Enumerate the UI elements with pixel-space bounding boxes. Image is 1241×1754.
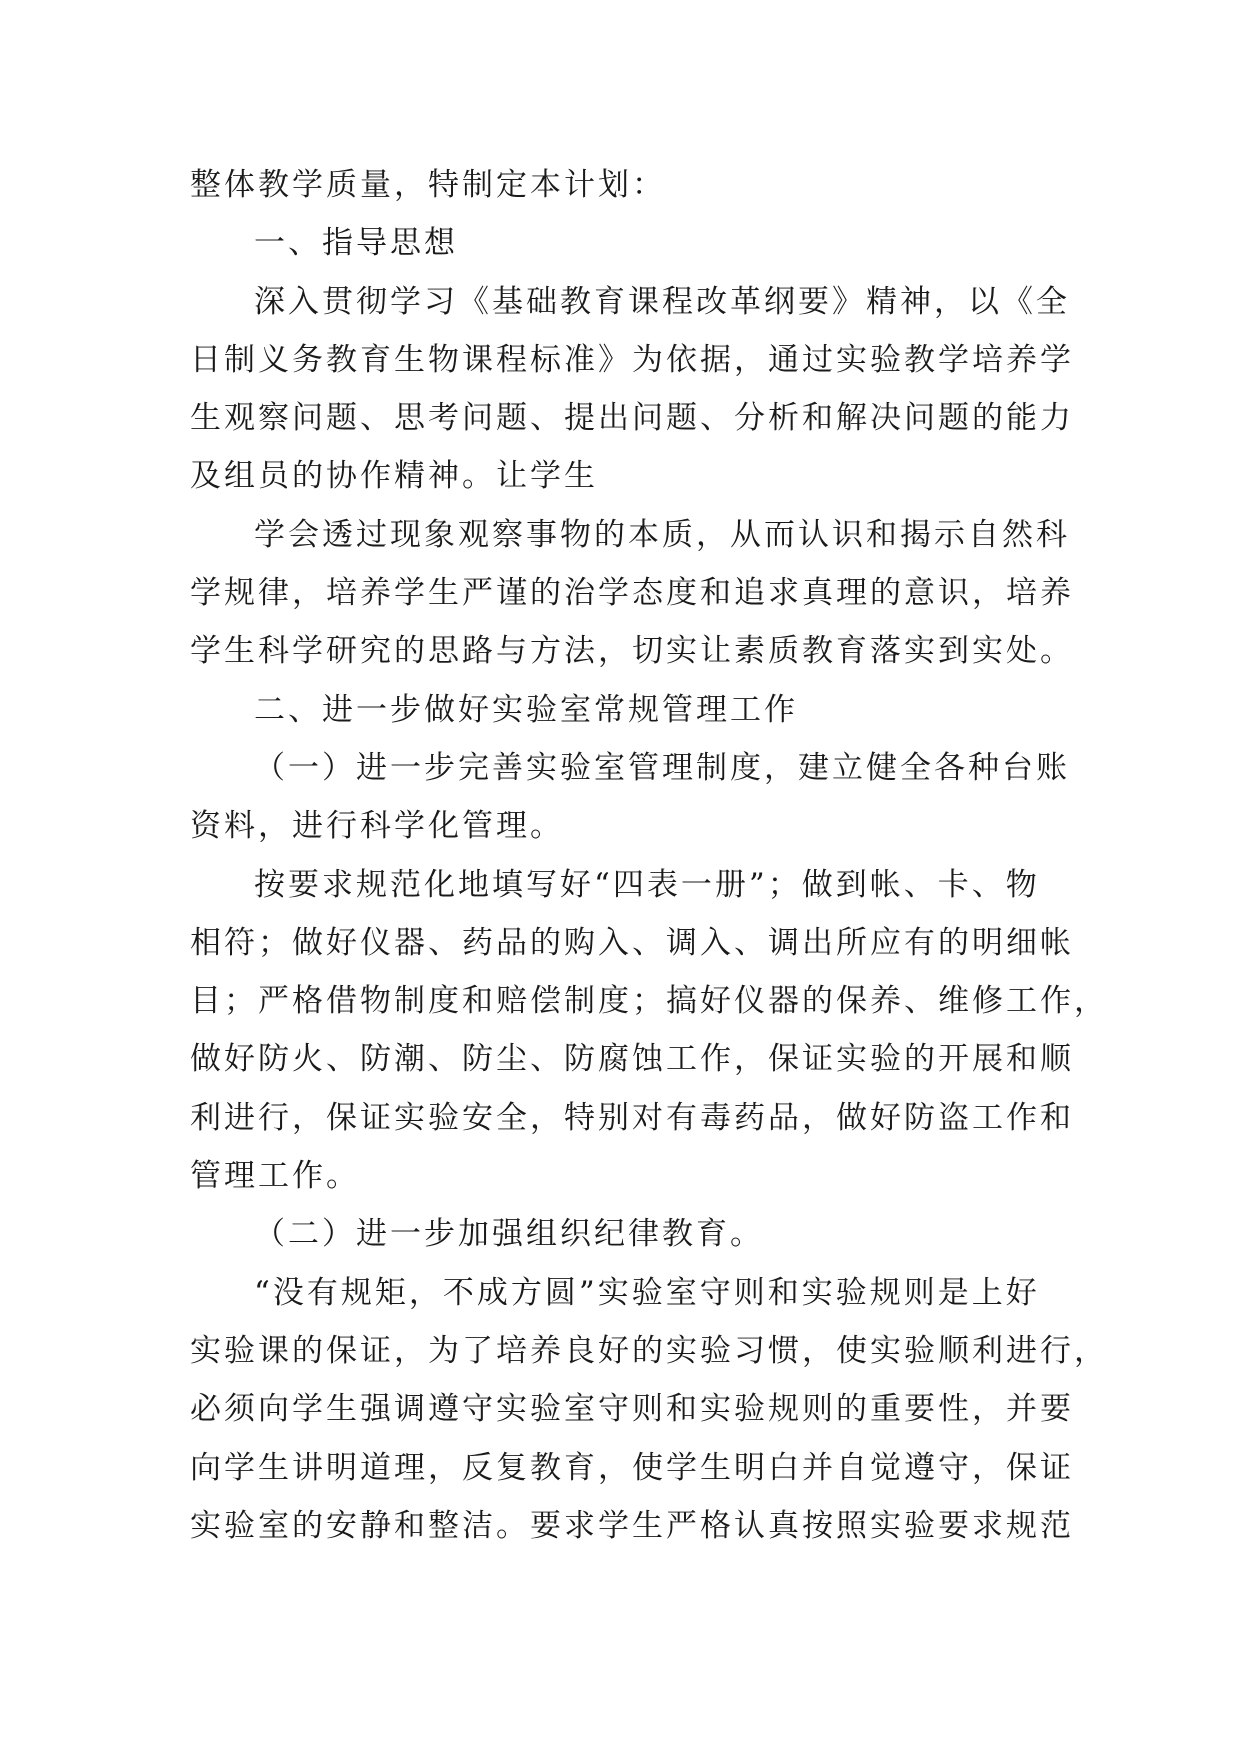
text-line: 整体教学质量，特制定本计划： xyxy=(190,167,666,203)
text-line: 学生科学研究的思路与方法，切实让素质教育落实到实处。 xyxy=(190,633,1074,670)
text-line: （一）进一步完善实验室管理制度，建立健全各种台账 xyxy=(254,749,1070,786)
text-line: 及组员的协作精神。让学生 xyxy=(190,458,598,495)
text-line: 二、进一步做好实验室常规管理工作 xyxy=(254,691,798,728)
text-line: 学会透过现象观察事物的本质，从而认识和揭示自然科 xyxy=(254,516,1070,553)
text-line: 按要求规范化地填写好“四表一册”；做到帐、卡、物 xyxy=(254,866,1040,903)
text-line: 深入贯彻学习《基础教育课程改革纲要》精神，以《全 xyxy=(254,283,1070,320)
text-line: 生观察问题、思考问题、提出问题、分析和解决问题的能力 xyxy=(190,400,1074,437)
text-line: 实验室的安静和整洁。要求学生严格认真按照实验要求规范 xyxy=(190,1507,1074,1544)
text-line: 学规律，培养学生严谨的治学态度和追求真理的意识，培养 xyxy=(190,575,1074,612)
text-line: 日制义务教育生物课程标准》为依据，通过实验教学培养学 xyxy=(190,341,1074,378)
text-line: 目；严格借物制度和赔偿制度；搞好仪器的保养、维修工作， xyxy=(190,983,1108,1020)
text-line: 资料，进行科学化管理。 xyxy=(190,808,564,845)
text-line: 做好防火、防潮、防尘、防腐蚀工作，保证实验的开展和顺 xyxy=(190,1041,1074,1078)
text-line: 一、指导思想 xyxy=(254,225,458,262)
text-line: “没有规矩，不成方圆”实验室守则和实验规则是上好 xyxy=(254,1274,1040,1311)
text-line: （二）进一步加强组织纪律教育。 xyxy=(254,1216,764,1253)
text-line: 实验课的保证，为了培养良好的实验习惯，使实验顺利进行， xyxy=(190,1332,1108,1369)
text-line: 利进行，保证实验安全，特别对有毒药品，做好防盗工作和 xyxy=(190,1099,1074,1136)
text-line: 管理工作。 xyxy=(190,1158,360,1195)
body-text xyxy=(190,156,1108,1555)
text-line: 向学生讲明道理，反复教育，使学生明白并自觉遵守，保证 xyxy=(190,1449,1074,1486)
text-line: 必须向学生强调遵守实验室守则和实验规则的重要性，并要 xyxy=(190,1391,1074,1428)
text-line: 相符；做好仪器、药品的购入、调入、调出所应有的明细帐 xyxy=(190,924,1074,961)
